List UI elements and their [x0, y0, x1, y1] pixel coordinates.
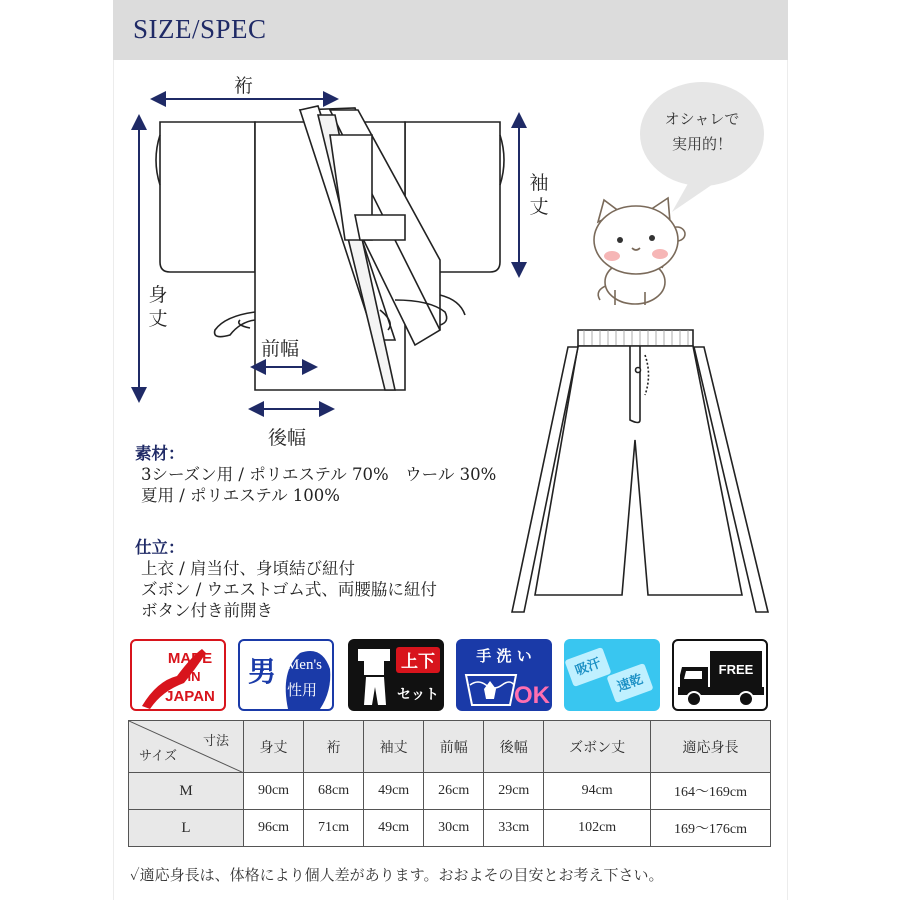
free-shipping-icon — [672, 639, 768, 711]
table-cell: 90cm — [244, 773, 304, 810]
construction-line: 上衣 / 肩当付、身頃結び紐付 — [141, 559, 356, 578]
material-line: 3シーズン用 / ポリエステル 70% ウール 30% — [141, 465, 497, 484]
dim-label-maehaba: 前幅 — [261, 338, 300, 360]
tag2-label: 速乾 — [615, 671, 645, 695]
quick-dry-tags-icon — [564, 639, 660, 711]
table-cell: 49cm — [364, 810, 424, 847]
handwash-icon — [456, 639, 552, 711]
tag1-label: 吸汗 — [573, 655, 603, 679]
table-cell: 96cm — [244, 810, 304, 847]
mens-line2: 性用 — [286, 681, 318, 699]
column-header: 適応身長 — [651, 721, 771, 773]
dim-label-sodetake-1: 袖 — [529, 172, 549, 194]
corner-top-label: 寸法 — [202, 733, 229, 748]
construction-heading: 仕立： — [135, 538, 185, 557]
table-cell: 94cm — [544, 773, 651, 810]
table-cell: 102cm — [544, 810, 651, 847]
set-icon — [348, 639, 444, 711]
feature-icons — [130, 639, 770, 711]
height-note: ✓適応身長は、体格により個人差があります。おおよその目安とお考え下さい。 — [130, 868, 664, 884]
speech-bubble-line1: オシャレで — [664, 110, 740, 128]
table-cell: 169〜176cm — [651, 810, 771, 847]
corner-bottom-label: サイズ — [139, 748, 177, 763]
table-cell: 68cm — [304, 773, 364, 810]
mens-kanji: 男 — [247, 655, 277, 688]
table-cell: 49cm — [364, 773, 424, 810]
dim-label-sodetake-2: 丈 — [529, 196, 549, 218]
table-row — [129, 810, 771, 847]
set-label2: セット — [397, 687, 439, 703]
dim-label-mitake — [147, 283, 169, 331]
made-in-japan-line2: IN — [187, 669, 201, 684]
construction-section — [135, 537, 437, 621]
mens-icon — [238, 639, 334, 711]
speech-bubble-line2: 実用的！ — [671, 135, 732, 153]
size-table — [128, 720, 771, 847]
construction-line: ズボン / ウエストゴム式、両腰脇に紐付 — [141, 580, 437, 599]
column-header: 裄 — [304, 721, 364, 773]
table-cell: 29cm — [484, 773, 544, 810]
dim-label-sodetake — [528, 171, 550, 219]
speech-bubble-text — [647, 107, 757, 157]
table-cell: 71cm — [304, 810, 364, 847]
column-header: 前幅 — [424, 721, 484, 773]
cat-mascot — [594, 198, 685, 305]
table-cell: 26cm — [424, 773, 484, 810]
column-header: 身丈 — [244, 721, 304, 773]
table-corner — [129, 721, 244, 773]
dim-label-yuki: 裄 — [234, 75, 254, 97]
material-line: 夏用 / ポリエステル 100% — [141, 486, 340, 505]
table-row — [129, 773, 771, 810]
made-in-japan-line1: MADE — [167, 650, 213, 667]
handwash-ok: OK — [514, 682, 550, 709]
dim-label-mitake-2: 丈 — [148, 308, 168, 330]
dim-label-ushirohaba: 後幅 — [268, 427, 307, 449]
table-header-row — [129, 721, 771, 773]
mens-line1: Men's — [285, 657, 323, 673]
dim-label-mitake-1: 身 — [148, 284, 168, 306]
handwash-label: 手 洗 い — [476, 647, 532, 665]
table-cell: 33cm — [484, 810, 544, 847]
page-title: SIZE/SPEC — [133, 14, 267, 44]
column-header: ズボン丈 — [544, 721, 651, 773]
table-cell: 30cm — [424, 810, 484, 847]
set-label1: 上下 — [401, 652, 435, 672]
size-cell: L — [129, 810, 244, 847]
construction-line: ボタン付き前開き — [141, 601, 273, 620]
free-label: FREE — [718, 662, 754, 677]
jacket-left-sleeve — [160, 122, 255, 272]
table-cell: 164〜169cm — [651, 773, 771, 810]
material-heading: 素材： — [135, 444, 185, 463]
made-in-japan-icon — [130, 639, 226, 711]
column-header: 袖丈 — [364, 721, 424, 773]
made-in-japan-line3: JAPAN — [165, 688, 215, 705]
column-header: 後幅 — [484, 721, 544, 773]
material-section — [135, 443, 496, 506]
size-cell: M — [129, 773, 244, 810]
size-table-wrap — [128, 720, 771, 847]
pants-diagram — [512, 330, 768, 612]
